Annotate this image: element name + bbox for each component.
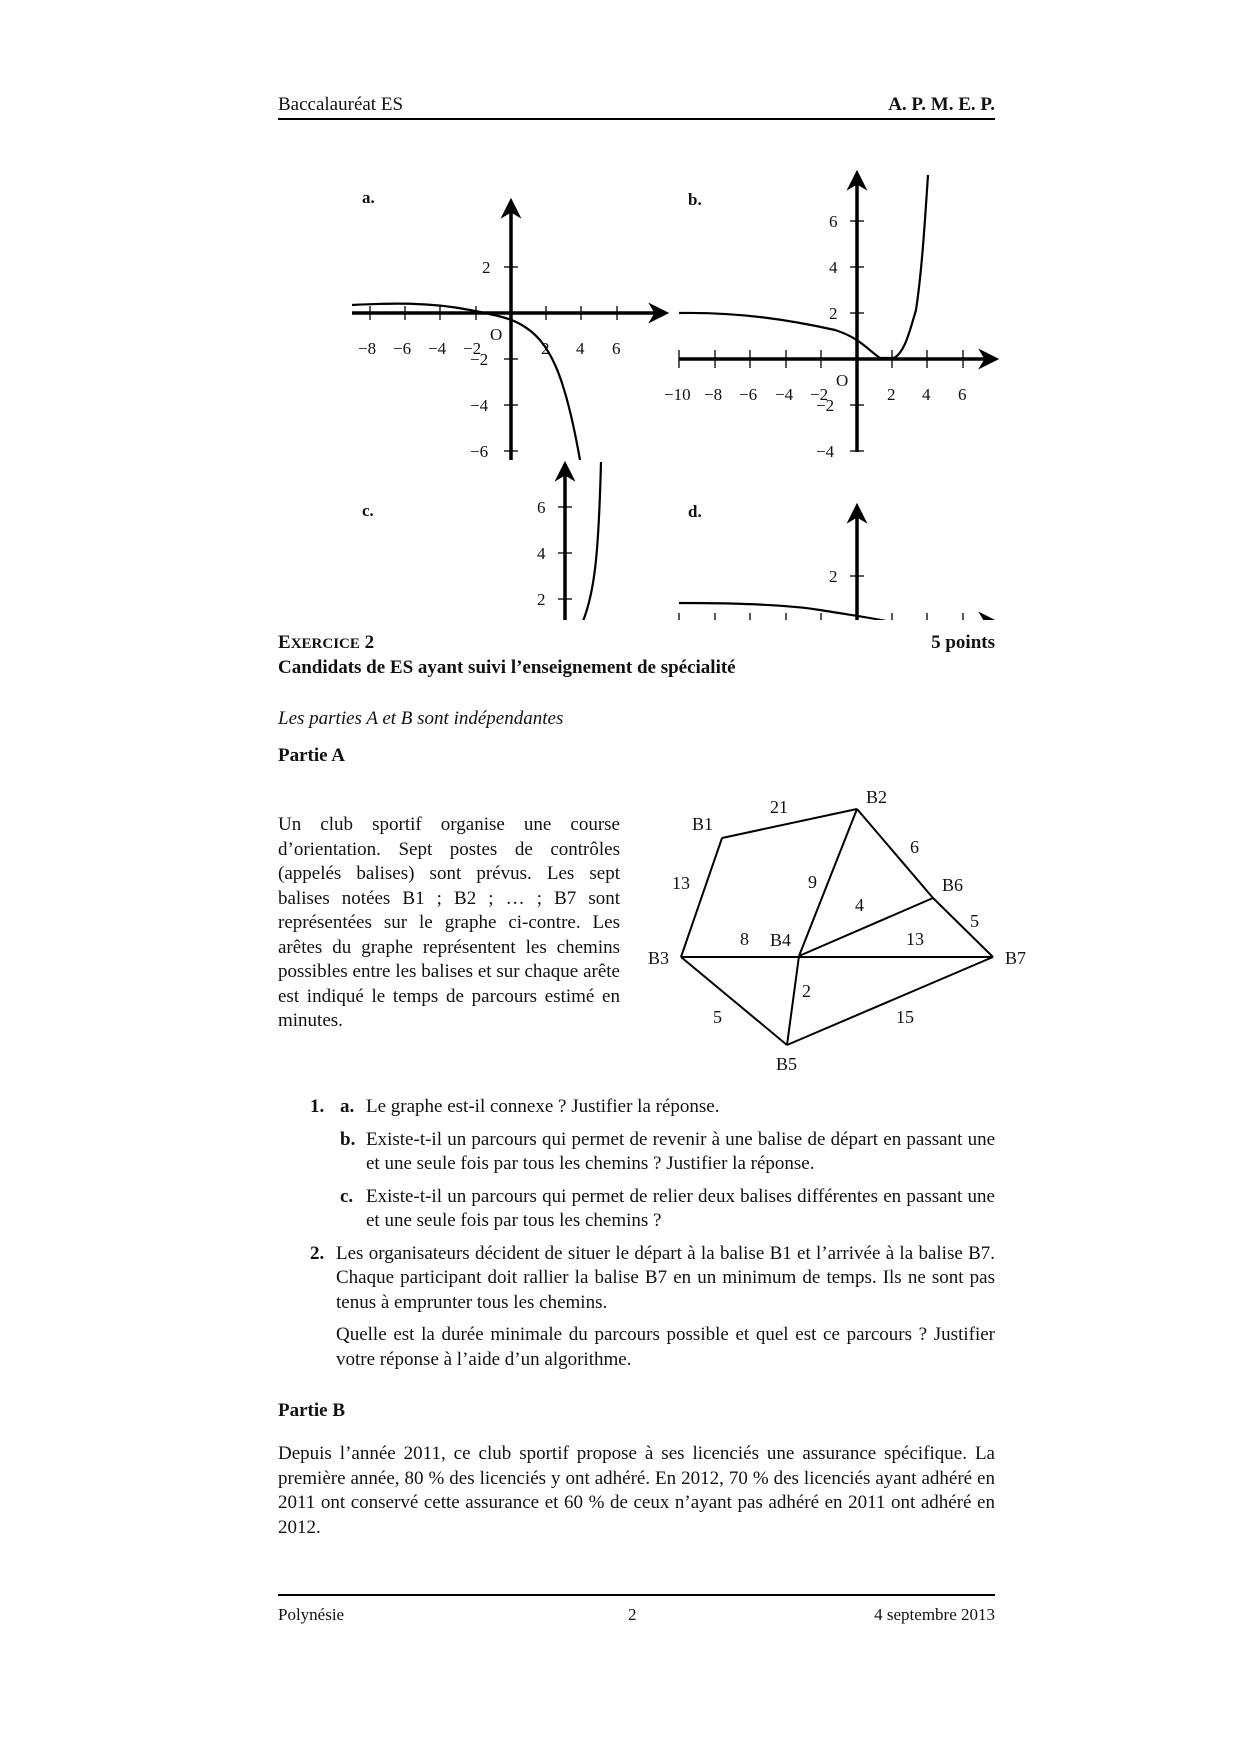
parts-independent-note: Les parties A et B sont indépendantes	[278, 708, 564, 729]
svg-text:6: 6	[829, 212, 838, 231]
svg-text:2: 2	[537, 590, 546, 609]
svg-text:−10: −10	[664, 385, 691, 404]
svg-text:−8: −8	[704, 385, 723, 404]
weight-b4-b7: 13	[906, 929, 924, 949]
weight-b1-b3: 13	[672, 873, 690, 893]
node-b2: B2	[866, 787, 888, 807]
svg-text:2: 2	[541, 339, 550, 358]
weight-b4-b6: 4	[855, 895, 864, 915]
svg-text:2: 2	[829, 304, 838, 323]
svg-text:−2: −2	[810, 385, 829, 404]
footer-left: Polynésie	[278, 1605, 345, 1624]
graph-label-b: b.	[688, 190, 702, 209]
svg-text:−4: −4	[470, 396, 489, 415]
svg-text:2: 2	[482, 258, 491, 277]
weight-b1-b2: 21	[770, 797, 788, 817]
partie-b-text: Depuis l’année 2011, ce club sportif propose à ses licenciés une assurance spécifique. La première année, 80 % des licenciés y ont adhéré. En 2012, 70 % des licenciés ayant adhéré en 2011 ont conservé cette assurance et 60 % de ceux n’ayant pas adhéré en 2011 ont adhéré en 2012.	[278, 1443, 995, 1538]
weight-b2-b4: 9	[808, 872, 817, 892]
node-b7: B7	[1005, 948, 1027, 968]
svg-text:O: O	[490, 325, 503, 344]
svg-text:−2: −2	[816, 396, 835, 415]
partie-a-intro: Un club sportif organise une course d’orientation. Sept postes de contrôles (appelés balises) sont prévus. Les sept balises notées B1 ; B2 ; … ; B7 sont représentées sur le graphe ci-contre. Les arêtes du graphe représentent les chemins possibles entre les balises et sur chaque arête est indiqué le temps de parcours estimé en minutes.	[278, 814, 620, 1031]
node-b1: B1	[692, 814, 714, 834]
svg-text:−6: −6	[739, 385, 758, 404]
question-1a: 1. a. Le graphe est-il connexe ? Justifier la réponse.	[310, 1096, 720, 1117]
svg-text:4: 4	[576, 339, 585, 358]
svg-text:4: 4	[537, 544, 546, 563]
node-b4: B4	[770, 930, 792, 950]
svg-text:4: 4	[829, 258, 838, 277]
svg-text:O: O	[836, 371, 849, 390]
question-2-followup: Quelle est la durée minimale du parcours possible et quel est ce parcours ? Justifier votre réponse à l’aide d’un algorithme.	[336, 1324, 995, 1370]
svg-text:−8: −8	[358, 339, 377, 358]
svg-text:−4: −4	[428, 339, 447, 358]
svg-text:−2: −2	[463, 339, 482, 358]
svg-text:6: 6	[958, 385, 967, 404]
svg-text:2: 2	[887, 385, 896, 404]
partie-a-title: Partie A	[278, 745, 346, 766]
graph-label-c: c.	[362, 501, 374, 520]
svg-text:−2: −2	[470, 350, 489, 369]
svg-text:2: 2	[829, 567, 838, 586]
question-1b: b. Existe-t-il un parcours qui permet de revenir à une balise de départ en passant une et une seule fois par tous les chemins ? Justifier la réponse.	[340, 1128, 995, 1174]
header-right: A. P. M. E. P.	[888, 94, 995, 115]
node-b6: B6	[942, 875, 964, 895]
svg-text:−4: −4	[775, 385, 794, 404]
footer-rule	[278, 1594, 995, 1596]
partie-b-title: Partie B	[278, 1400, 346, 1421]
svg-text:−4: −4	[816, 442, 835, 461]
weight-b5-b7: 15	[896, 1007, 914, 1027]
node-b5: B5	[776, 1054, 798, 1074]
exercise-points: 5 points	[931, 632, 995, 653]
svg-text:6: 6	[537, 498, 546, 517]
svg-text:−6: −6	[470, 442, 489, 461]
weight-b4-b5: 2	[802, 981, 811, 1001]
header-left: Baccalauréat ES	[278, 94, 404, 115]
weight-b6-b7: 5	[970, 911, 979, 931]
weight-b3-b4: 8	[740, 929, 749, 949]
weight-b3-b5: 5	[713, 1007, 722, 1027]
node-b3: B3	[648, 948, 670, 968]
svg-text:−6: −6	[393, 339, 412, 358]
graph-label-d: d.	[688, 502, 702, 521]
weight-b2-b6: 6	[910, 837, 919, 857]
svg-text:4: 4	[922, 385, 931, 404]
svg-text:6: 6	[612, 339, 621, 358]
footer-date: 4 septembre 2013	[874, 1605, 995, 1624]
question-1c: c. Existe-t-il un parcours qui permet de relier deux balises différentes en passant une et une seule fois par tous les chemins ?	[340, 1185, 995, 1231]
exercise-title: EXERCICE 2	[278, 632, 375, 653]
question-2: 2. Les organisateurs décident de situer le départ à la balise B1 et l’arrivée à la balise B7. Chaque participant doit rallier la balise B7 en un minimum de temps. Ils ne sont pas tenus à emprunter tous les chemins.	[310, 1242, 995, 1313]
partie-a-questions	[310, 1095, 995, 1380]
page-number: 2	[628, 1605, 637, 1624]
exercise-subtitle: Candidats de ES ayant suivi l’enseignement de spécialité	[278, 657, 736, 678]
graph-label-a: a.	[362, 188, 375, 207]
